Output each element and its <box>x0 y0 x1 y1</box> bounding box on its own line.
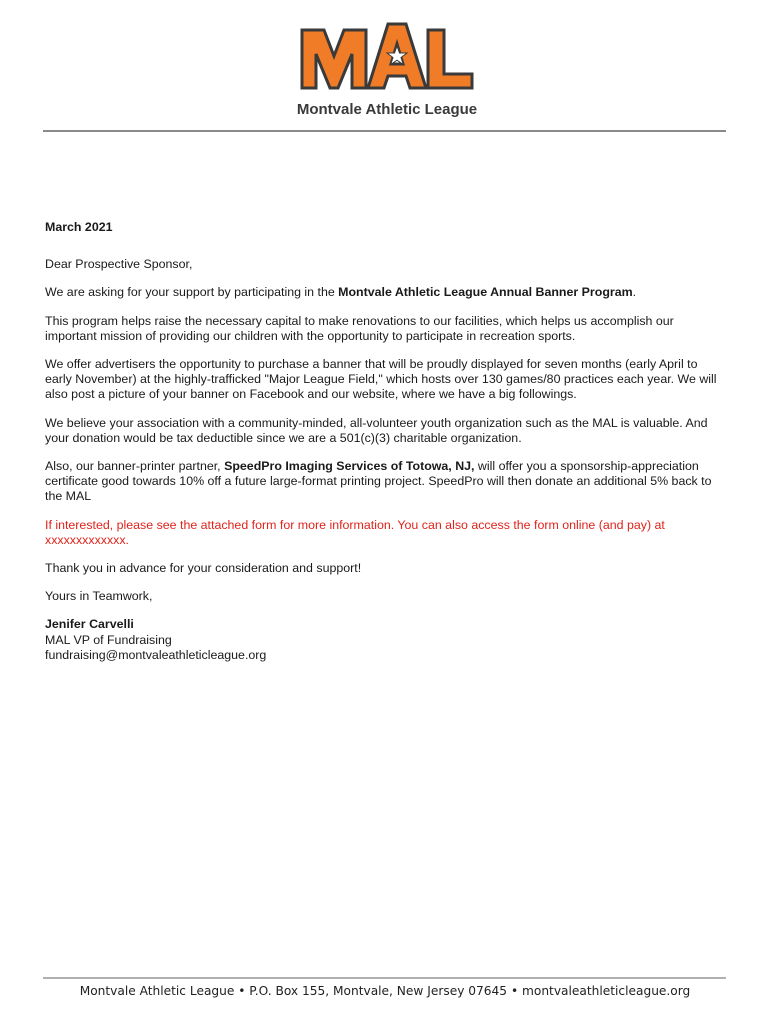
paragraph-partner: Also, our banner-printer partner, SpeedPro Imaging Services of Totowa, NJ, will offer you a sponsorship-appreciation certificate good towards 10% off a future large-format printing project. SpeedPro will then donate an additional 5% back to the MAL <box>45 459 712 504</box>
paragraph-form-info: If interested, please see the attached form for more information. You can also access the form online (and pay) at xxxxxxxxxxxxx. <box>45 517 665 547</box>
paragraph-intro: We are asking for your support by participating in the Montvale Athletic League Annual Banner Program. <box>45 285 637 300</box>
letter-date: March 2021 <box>45 220 113 234</box>
partner-name: SpeedPro Imaging Services of Totowa, NJ, <box>224 459 475 474</box>
logo-letter-l <box>428 30 472 88</box>
logo-letter-m <box>302 30 366 88</box>
letter-body <box>45 220 727 663</box>
signature-block <box>45 617 727 663</box>
program-name: Montvale Athletic League Annual Banner Program <box>338 285 633 300</box>
paragraph-program: This program helps raise the necessary capital to make renovations to our facilities, which helps us accomplish our important mission of providing our children with the opportunity to participate in recreation sports. <box>45 313 674 343</box>
signer-title: MAL VP of Fundraising <box>45 632 172 647</box>
signer-name: Jenifer Carvelli <box>45 617 134 632</box>
logo-caption: Montvale Athletic League <box>296 101 478 118</box>
footer-divider <box>43 977 726 979</box>
paragraph-thanks: Thank you in advance for your consideration and support! <box>45 561 362 576</box>
header-divider <box>43 130 726 132</box>
paragraph-offer: We offer advertisers the opportunity to purchase a banner that will be proudly displayed for seven months (early April to early November) at the highly-trafficked "Major League Field," which hosts over 130 games/80 practices each year. We will also post a picture of your banner on Facebook and our website, where we have a big followings. <box>45 357 717 402</box>
league-logo <box>294 22 480 122</box>
paragraph-association: We believe your association with a community-minded, all-volunteer youth organization such as the MAL is valuable. And your donation would be tax deductible since we are a 501(c)(3) charitable organization. <box>45 415 708 445</box>
closing: Yours in Teamwork, <box>45 589 153 604</box>
signer-email[interactable]: fundraising@montvaleathleticleague.org <box>45 647 267 662</box>
salutation: Dear Prospective Sponsor, <box>45 257 193 272</box>
footer-address: Montvale Athletic League • P.O. Box 155, Montvale, New Jersey 07645 • montvaleathleticleague.org <box>79 984 691 998</box>
